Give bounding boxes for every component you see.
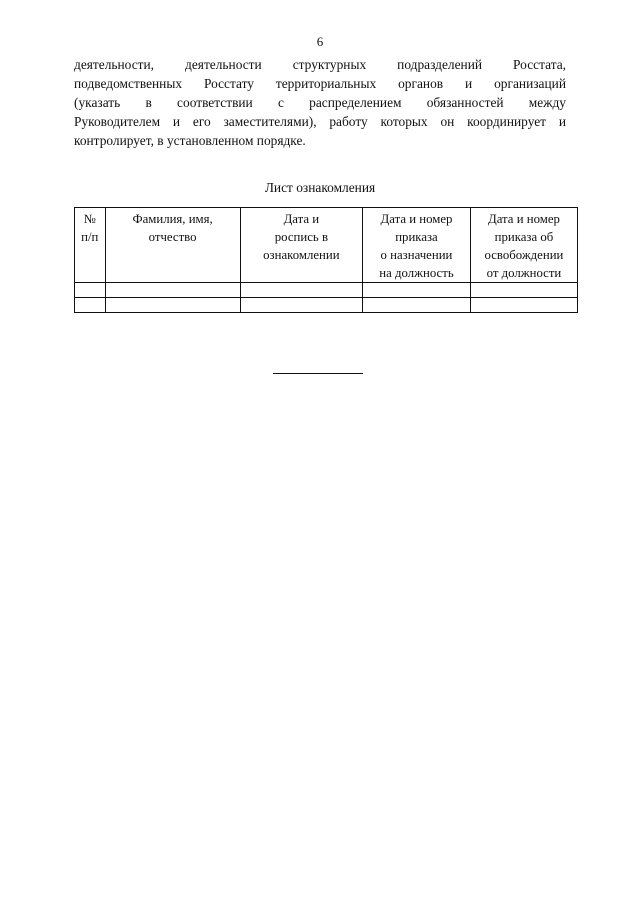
acknowledgement-table [74, 207, 578, 313]
table-cell [363, 283, 471, 298]
paragraph-line: деятельности, деятельности структурных подразделений Росстата, [74, 57, 566, 72]
paragraph-line: подведомственных Росстату территориальных органов и организаций [74, 76, 566, 91]
header-line: ознакомлении [263, 248, 340, 262]
table-row [75, 298, 578, 313]
end-of-document-rule [273, 373, 363, 374]
header-line: приказа об [494, 230, 554, 244]
table-cell [75, 283, 106, 298]
header-line: на должность [379, 266, 454, 280]
paragraph-line: контролирует, в установленном порядке. [74, 133, 306, 148]
header-line: роспись в [274, 230, 328, 244]
header-line: отчество [148, 230, 197, 244]
table-header-row [75, 208, 578, 283]
page-number: 6 [316, 34, 324, 49]
header-line: Дата и [283, 212, 320, 226]
acknowledgement-sheet-title: Лист ознакомления [264, 180, 376, 195]
header-line: Дата и номер [487, 212, 560, 226]
header-line: № [83, 212, 96, 226]
table-cell [75, 298, 106, 313]
header-line: приказа [395, 230, 438, 244]
header-line: освобождении [484, 248, 564, 262]
header-line: Фамилия, имя, [132, 212, 213, 226]
table-cell [470, 283, 577, 298]
table-cell [470, 298, 577, 313]
header-cell-number [75, 208, 106, 283]
table-cell [363, 298, 471, 313]
table-row [75, 283, 578, 298]
header-line: от должности [486, 266, 562, 280]
header-line: о назначении [380, 248, 453, 262]
table-cell [105, 298, 240, 313]
table-cell [105, 283, 240, 298]
header-line: Дата и номер [380, 212, 453, 226]
paragraph-line: (указать в соответствии с распределением обязанностей между [74, 95, 566, 110]
header-cell-appointment-order [363, 208, 471, 283]
body-paragraph [74, 55, 566, 150]
header-cell-full-name [105, 208, 240, 283]
paragraph-line: Руководителем и его заместителями), работу которых он координирует и [74, 114, 566, 129]
header-cell-date-signature [240, 208, 362, 283]
header-line: п/п [81, 230, 99, 244]
table-cell [240, 298, 362, 313]
table-cell [240, 283, 362, 298]
header-cell-dismissal-order [470, 208, 577, 283]
